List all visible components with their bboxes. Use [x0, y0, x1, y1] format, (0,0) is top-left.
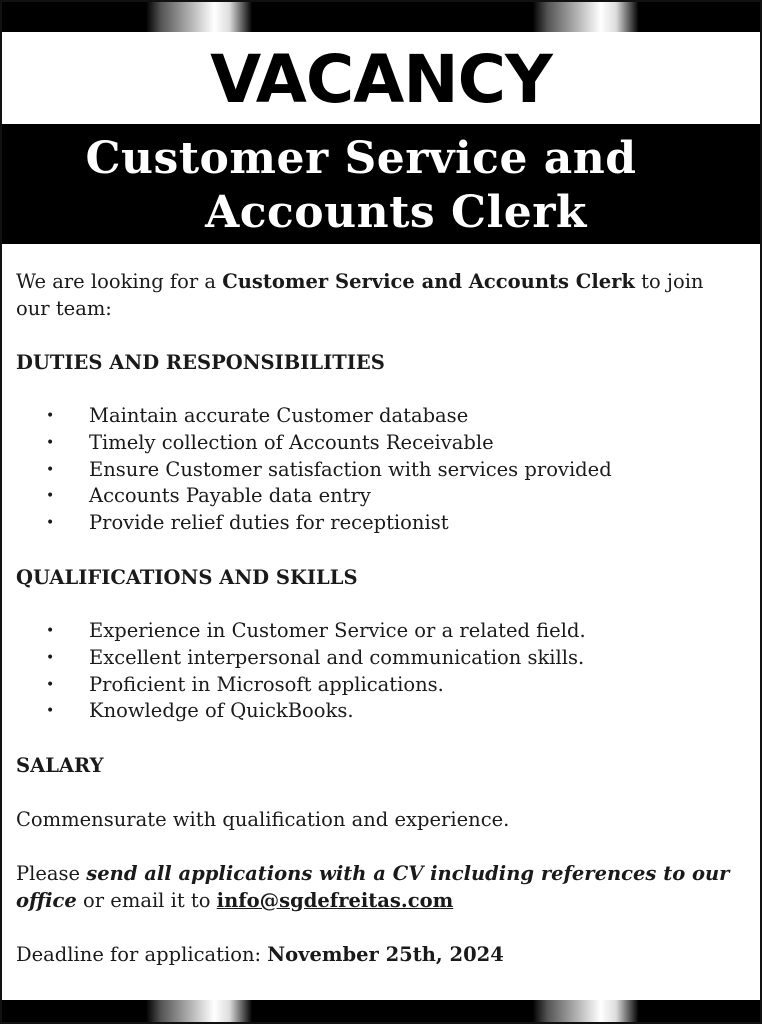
- qualifications-list: [16, 618, 742, 725]
- bullet-icon: •: [46, 703, 55, 720]
- job-title-line-1: Customer Service and: [85, 133, 637, 184]
- apply-emphasis: send all applications with a CV including references to our office: [16, 862, 730, 913]
- list-item: [16, 457, 742, 484]
- bottom-gradient-bar: [2, 1000, 760, 1022]
- deadline-label: Deadline for application:: [16, 943, 268, 967]
- bullet-icon: •: [46, 408, 55, 424]
- intro-role: Customer Service and Accounts Clerk: [222, 270, 635, 293]
- intro-prefix: We are looking for a: [16, 270, 223, 293]
- list-item: [16, 698, 742, 725]
- salary-heading: SALARY: [16, 754, 104, 778]
- bullet-icon: •: [46, 622, 55, 639]
- qualification-text: Experience in Customer Service or a related field.: [89, 618, 586, 642]
- deadline-date: November 25th, 2024: [267, 943, 504, 967]
- list-item: [16, 510, 742, 537]
- list-item: [16, 618, 742, 645]
- job-title-banner: [2, 124, 760, 244]
- flyer-body: [16, 268, 742, 968]
- duty-text: Maintain accurate Customer database: [89, 404, 469, 427]
- duty-text: Provide relief duties for receptionist: [89, 511, 449, 535]
- apply-middle: or email it to: [76, 889, 217, 913]
- deadline-line: [16, 941, 742, 968]
- duties-heading: DUTIES AND RESPONSIBILITIES: [16, 351, 385, 374]
- duty-text: Accounts Payable data entry: [89, 484, 371, 508]
- qualifications-heading: QUALIFICATIONS AND SKILLS: [16, 565, 358, 589]
- duties-list: [16, 403, 742, 537]
- list-item: [16, 645, 742, 672]
- intro-suffix: to join our team:: [16, 270, 704, 320]
- bullet-icon: •: [46, 488, 55, 505]
- apply-prefix: Please: [16, 862, 87, 886]
- qualification-text: Excellent interpersonal and communication skills.: [89, 645, 585, 669]
- qualification-text: Knowledge of QuickBooks.: [89, 699, 354, 723]
- email-link[interactable]: info@sgdefreitas.com: [216, 889, 454, 913]
- top-gradient-bar: [2, 2, 760, 32]
- list-item: [16, 483, 742, 510]
- bullet-icon: •: [46, 515, 55, 532]
- bullet-icon: •: [46, 434, 55, 451]
- bullet-icon: •: [46, 461, 55, 478]
- bullet-icon: •: [46, 649, 55, 666]
- vacancy-heading: VACANCY: [210, 41, 552, 118]
- list-item: [16, 403, 742, 430]
- salary-text: Commensurate with qualification and experience.: [16, 808, 510, 832]
- duty-text: Ensure Customer satisfaction with services provided: [89, 457, 612, 481]
- duty-text: Timely collection of Accounts Receivable: [89, 430, 494, 454]
- bullet-icon: •: [46, 676, 55, 693]
- job-title-line-2: Accounts Clerk: [205, 187, 587, 238]
- qualification-text: Proficient in Microsoft applications.: [89, 672, 444, 696]
- list-item: [16, 672, 742, 699]
- list-item: [16, 430, 742, 457]
- application-instructions: [16, 860, 742, 914]
- intro-paragraph: [16, 268, 742, 322]
